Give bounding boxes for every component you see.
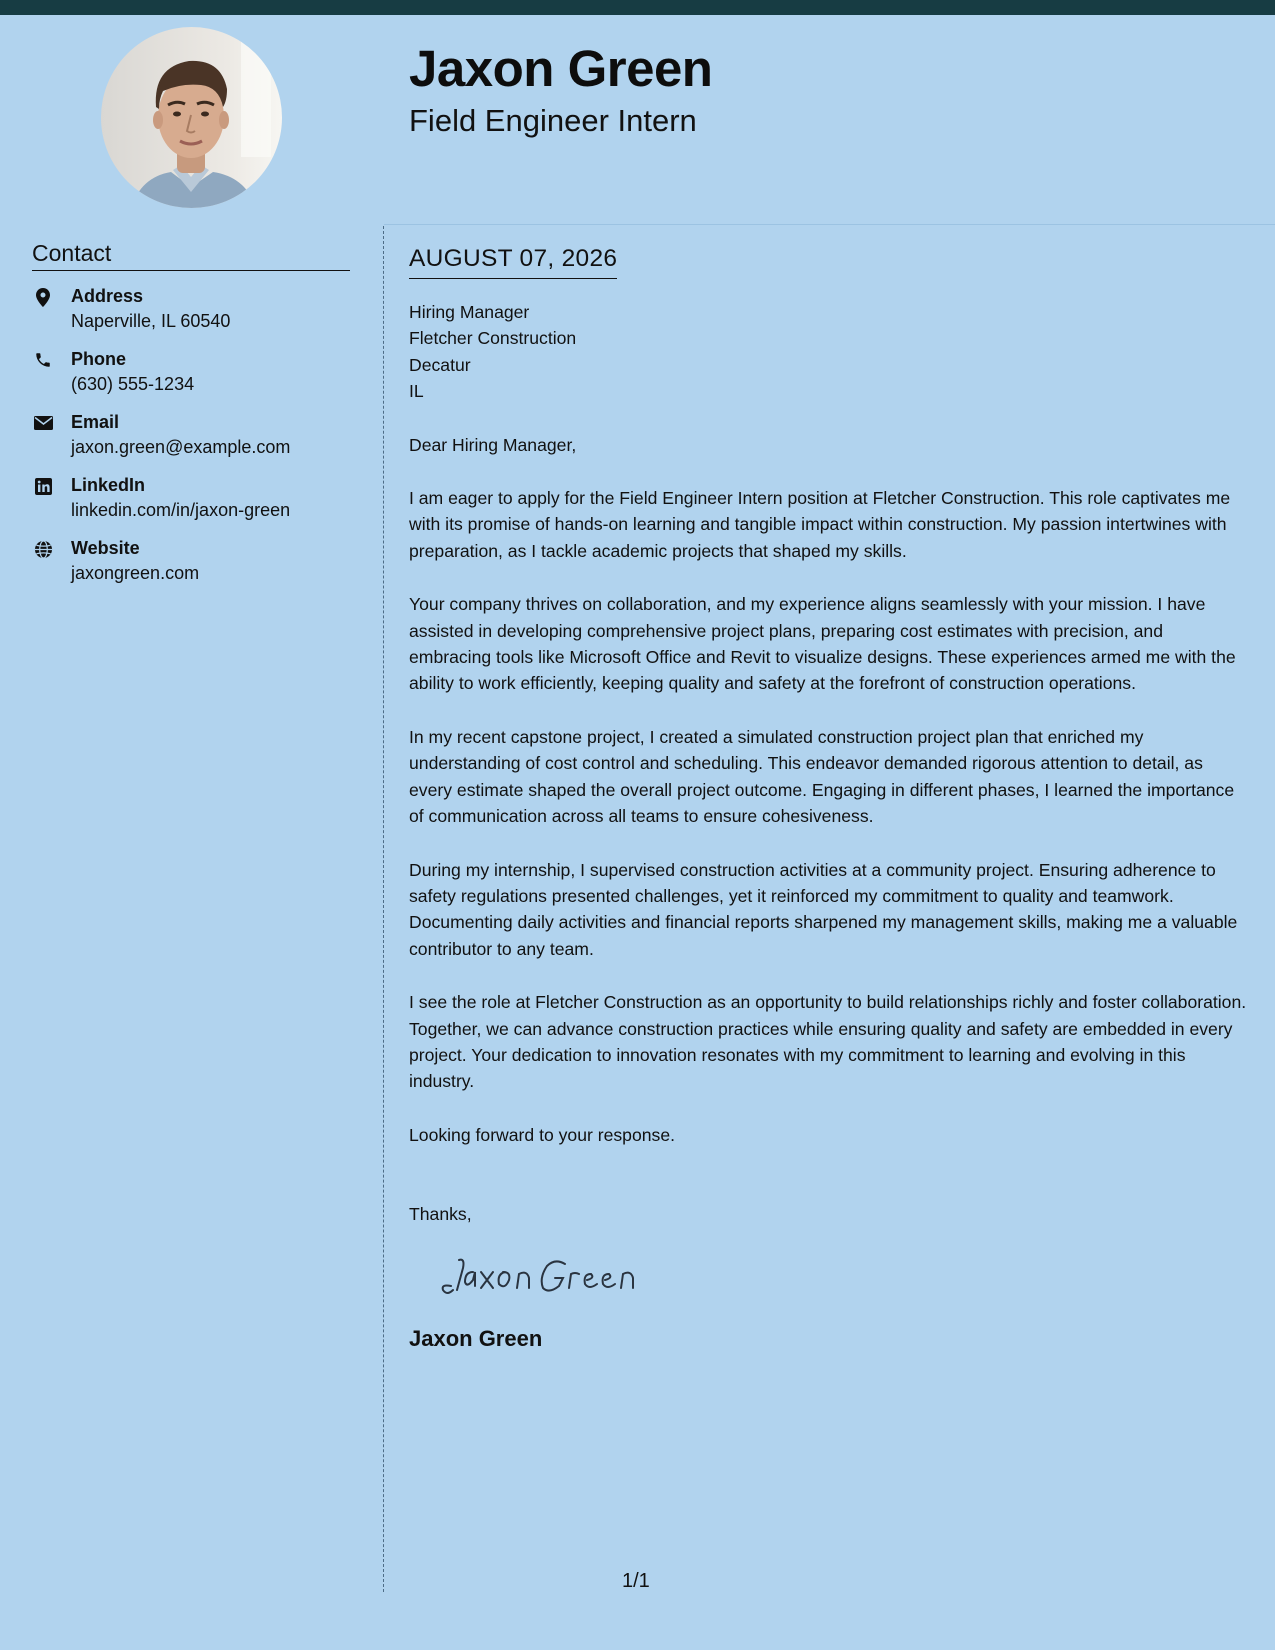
contact-value: linkedin.com/in/jaxon-green xyxy=(71,500,291,520)
contact-item-website xyxy=(32,536,362,599)
map-pin-icon xyxy=(32,286,54,308)
phone-icon xyxy=(32,349,54,371)
handwritten-signature xyxy=(439,1250,1249,1302)
profile-photo xyxy=(101,27,282,208)
contact-item-address xyxy=(32,284,362,347)
contact-label: Phone xyxy=(71,349,127,369)
letter-paragraph: In my recent capstone project, I created a simulated construction project plan that enriched my understanding of cost control and scheduling. This endeavor demanded rigorous attention to detail, as every estimate shaped the overall project outcome. Engaging in different phases, I learned the importance of communication across all teams to ensure cohesiveness. xyxy=(409,726,1235,827)
header-divider xyxy=(384,224,1275,225)
contact-label: Address xyxy=(71,286,144,306)
top-accent-bar xyxy=(0,0,1275,15)
page-number: 1/1 xyxy=(622,1570,650,1592)
contact-item-phone xyxy=(32,347,362,410)
globe-icon xyxy=(32,538,54,560)
letter-body xyxy=(409,244,1249,1353)
contact-value: Naperville, IL 60540 xyxy=(71,311,231,331)
letter-paragraph: I am eager to apply for the Field Engineer Intern position at Fletcher Construction. This role captivates me with its promise of hands-on learning and tangible impact within construction. My passion intertwines with preparation, as I tackle academic projects that shaped my skills. xyxy=(409,488,1231,561)
contact-list xyxy=(32,284,362,599)
letter-paragraph: I see the role at Fletcher Construction as an opportunity to build relationships richly and foster collaboration. Together, we can advance construction practices while ensuring quality and safety are embedded in every project. Your dedication to innovation resonates with my commitment to learning and evolving in this industry. xyxy=(409,992,1247,1092)
contact-value: jaxon.green@example.com xyxy=(71,437,291,457)
closing: Thanks, xyxy=(409,1204,472,1225)
contact-label: Email xyxy=(71,412,120,432)
letter-paragraph: Your company thrives on collaboration, and my experience aligns seamlessly with your mission. I have assisted in developing comprehensive project plans, preparing cost estimates with precision, and embracing tools like Microsoft Office and Revit to visualize designs. These experiences armed me with the ability to work efficiently, keeping quality and safety at the forefront of construction operations. xyxy=(409,594,1236,694)
salutation: Dear Hiring Manager, xyxy=(409,434,577,455)
applicant-title: Field Engineer Intern xyxy=(409,103,697,138)
linkedin-icon xyxy=(32,475,54,497)
contact-label: Website xyxy=(71,538,140,558)
column-divider xyxy=(383,226,384,1592)
applicant-name: Jaxon Green xyxy=(409,40,713,97)
recipient-line: Decatur xyxy=(409,354,471,375)
contact-value: (630) 555-1234 xyxy=(71,374,195,394)
letter-paragraph: During my internship, I supervised construction activities at a community project. Ensuring adherence to safety regulations presented challenges, yet it reinforced my commitment to quality and teamwork. Documenting daily activities and financial reports sharpened my management skills, making me a valuable contributor to any team. xyxy=(409,859,1238,959)
recipient-block xyxy=(409,299,1249,405)
recipient-line: IL xyxy=(409,381,424,402)
envelope-icon xyxy=(32,412,54,434)
letter-date: AUGUST 07, 2026 xyxy=(409,244,617,279)
recipient-line: Fletcher Construction xyxy=(409,328,577,349)
recipient-line: Hiring Manager xyxy=(409,302,530,322)
contact-label: LinkedIn xyxy=(71,475,146,495)
contact-item-linkedin xyxy=(32,473,362,536)
letter-paragraph: Looking forward to your response. xyxy=(409,1124,676,1145)
signer-name: Jaxon Green xyxy=(409,1325,543,1351)
contact-item-email xyxy=(32,410,362,473)
contact-value: jaxongreen.com xyxy=(71,563,200,583)
contact-heading: Contact xyxy=(32,240,350,271)
